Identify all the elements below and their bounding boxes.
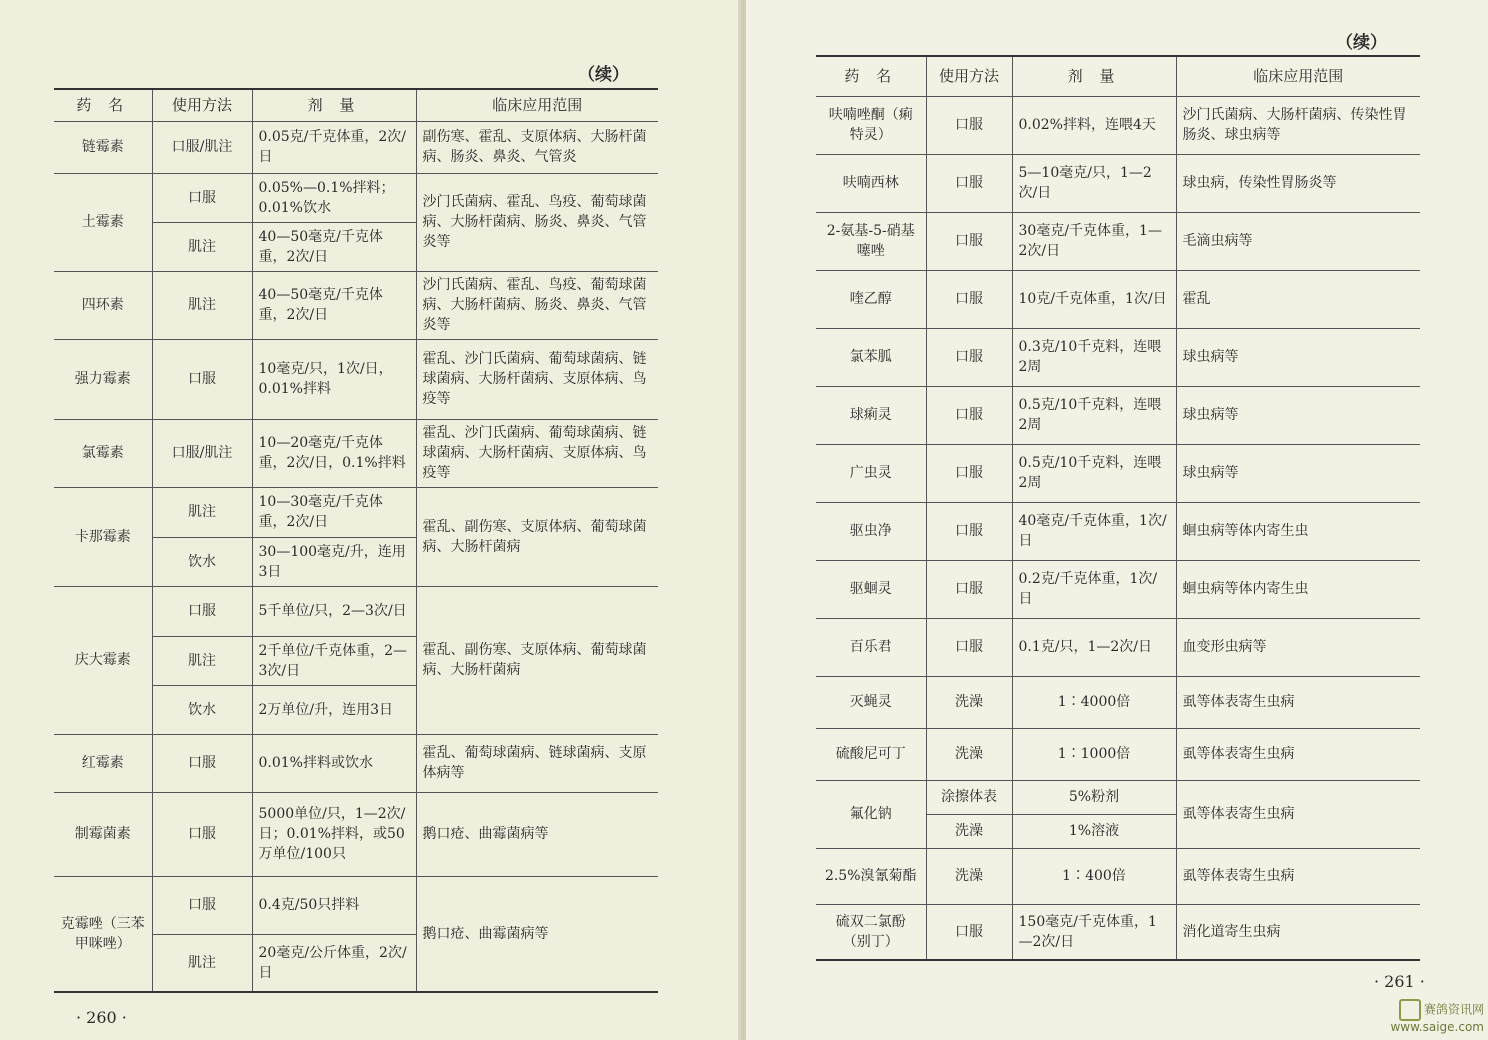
drug-table-right bbox=[816, 55, 1420, 961]
left-page bbox=[0, 0, 742, 1040]
dose: 150毫克/千克体重，1—2次/日 bbox=[1012, 904, 1176, 960]
scope: 球虫病，传染性胃肠炎等 bbox=[1176, 154, 1420, 212]
scope: 鹅口疮、曲霉菌病等 bbox=[416, 876, 658, 992]
table-row bbox=[816, 780, 1420, 814]
dose: 0.02%拌料，连喂4天 bbox=[1012, 96, 1176, 154]
scope: 霍乱、沙门氏菌病、葡萄球菌病、链球菌病、大肠杆菌病、支原体病、鸟疫等 bbox=[416, 339, 658, 419]
method: 口服 bbox=[926, 386, 1012, 444]
watermark bbox=[1390, 999, 1484, 1034]
scope: 副伤寒、霍乱、支原体病、大肠杆菌病、肠炎、鼻炎、气管炎 bbox=[416, 121, 658, 173]
header-drug-name: 药 名 bbox=[54, 89, 152, 121]
table-row bbox=[816, 502, 1420, 560]
method: 饮水 bbox=[152, 685, 252, 734]
scope: 沙门氏菌病、大肠杆菌病、传染性胃肠炎、球虫病等 bbox=[1176, 96, 1420, 154]
method: 口服 bbox=[926, 270, 1012, 328]
dose: 0.05%—0.1%拌料；0.01%饮水 bbox=[252, 173, 416, 222]
method: 口服 bbox=[152, 876, 252, 934]
drug-name: 球痢灵 bbox=[816, 386, 926, 444]
scope: 球虫病等 bbox=[1176, 386, 1420, 444]
dose: 0.4克/50只拌料 bbox=[252, 876, 416, 934]
drug-name: 灭蝇灵 bbox=[816, 676, 926, 728]
drug-name: 百乐君 bbox=[816, 618, 926, 676]
page-number: · 261 · bbox=[1374, 972, 1425, 991]
drug-name: 硫双二氯酚（别丁） bbox=[816, 904, 926, 960]
dose: 30毫克/千克体重，1—2次/日 bbox=[1012, 212, 1176, 270]
drug-name: 呋喃唑酮（痢特灵） bbox=[816, 96, 926, 154]
drug-name: 喹乙醇 bbox=[816, 270, 926, 328]
method: 口服 bbox=[152, 339, 252, 419]
drug-name: 驱虫净 bbox=[816, 502, 926, 560]
dose: 0.3克/10千克料，连喂2周 bbox=[1012, 328, 1176, 386]
header-scope: 临床应用范围 bbox=[1176, 56, 1420, 96]
dose: 40毫克/千克体重，1次/日 bbox=[1012, 502, 1176, 560]
table-row bbox=[816, 270, 1420, 328]
drug-name: 2-氨基-5-硝基噻唑 bbox=[816, 212, 926, 270]
drug-name: 制霉菌素 bbox=[54, 792, 152, 876]
dose: 1∶1000倍 bbox=[1012, 728, 1176, 780]
table-row bbox=[54, 586, 658, 636]
drug-name: 强力霉素 bbox=[54, 339, 152, 419]
table-row bbox=[816, 904, 1420, 960]
page-number: · 260 · bbox=[76, 1008, 127, 1027]
scope: 蛔虫病等体内寄生虫 bbox=[1176, 502, 1420, 560]
table-row bbox=[54, 173, 658, 222]
method: 口服 bbox=[152, 173, 252, 222]
watermark-logo-icon bbox=[1399, 999, 1421, 1021]
dose: 2千单位/千克体重，2—3次/日 bbox=[252, 636, 416, 685]
header-drug-name: 药 名 bbox=[816, 56, 926, 96]
table-row bbox=[54, 271, 658, 339]
drug-name: 氟化钠 bbox=[816, 780, 926, 848]
table-row bbox=[816, 676, 1420, 728]
continued-label: （续） bbox=[1336, 33, 1387, 53]
table-row bbox=[816, 444, 1420, 502]
drug-name: 庆大霉素 bbox=[54, 586, 152, 734]
method: 口服 bbox=[926, 96, 1012, 154]
method: 洗澡 bbox=[926, 728, 1012, 780]
method: 肌注 bbox=[152, 222, 252, 271]
drug-name: 土霉素 bbox=[54, 173, 152, 271]
scope: 沙门氏菌病、霍乱、鸟疫、葡萄球菌病、大肠杆菌病、肠炎、鼻炎、气管炎等 bbox=[416, 173, 658, 271]
scope: 霍乱、副伤寒、支原体病、葡萄球菌病、大肠杆菌病 bbox=[416, 586, 658, 734]
table-row bbox=[816, 212, 1420, 270]
dose: 0.01%拌料或饮水 bbox=[252, 734, 416, 792]
scope: 蛔虫病等体内寄生虫 bbox=[1176, 560, 1420, 618]
drug-name: 氯苯胍 bbox=[816, 328, 926, 386]
dose: 1∶400倍 bbox=[1012, 848, 1176, 904]
drug-name: 四环素 bbox=[54, 271, 152, 339]
scope: 球虫病等 bbox=[1176, 328, 1420, 386]
method: 口服 bbox=[926, 154, 1012, 212]
scope: 霍乱、葡萄球菌病、链球菌病、支原体病等 bbox=[416, 734, 658, 792]
dose: 0.05克/千克体重，2次/日 bbox=[252, 121, 416, 173]
dose: 0.5克/10千克料，连喂2周 bbox=[1012, 444, 1176, 502]
header-method: 使用方法 bbox=[926, 56, 1012, 96]
scope: 虱等体表寄生虫病 bbox=[1176, 848, 1420, 904]
drug-name: 广虫灵 bbox=[816, 444, 926, 502]
method: 肌注 bbox=[152, 487, 252, 537]
method: 口服 bbox=[926, 212, 1012, 270]
method: 肌注 bbox=[152, 271, 252, 339]
method: 口服/肌注 bbox=[152, 121, 252, 173]
table-row bbox=[54, 734, 658, 792]
method: 饮水 bbox=[152, 537, 252, 586]
table-row bbox=[816, 386, 1420, 444]
dose: 1%溶液 bbox=[1012, 814, 1176, 848]
drug-name: 呋喃西林 bbox=[816, 154, 926, 212]
dose: 10—20毫克/千克体重，2次/日，0.1%拌料 bbox=[252, 419, 416, 487]
dose: 2万单位/升，连用3日 bbox=[252, 685, 416, 734]
dose: 1∶4000倍 bbox=[1012, 676, 1176, 728]
dose: 20毫克/公斤体重，2次/日 bbox=[252, 934, 416, 992]
method: 口服 bbox=[926, 618, 1012, 676]
table-row bbox=[54, 121, 658, 173]
dose: 40—50毫克/千克体重，2次/日 bbox=[252, 222, 416, 271]
dose: 5%粉剂 bbox=[1012, 780, 1176, 814]
scope: 虱等体表寄生虫病 bbox=[1176, 728, 1420, 780]
watermark-name: 赛鸽资讯网 bbox=[1423, 1002, 1484, 1017]
method: 肌注 bbox=[152, 636, 252, 685]
table-row bbox=[54, 487, 658, 537]
drug-name: 硫酸尼可丁 bbox=[816, 728, 926, 780]
dose: 30—100毫克/升，连用3日 bbox=[252, 537, 416, 586]
drug-name: 2.5%溴氰菊酯 bbox=[816, 848, 926, 904]
method: 涂擦体表 bbox=[926, 780, 1012, 814]
method: 口服 bbox=[926, 560, 1012, 618]
method: 口服 bbox=[926, 502, 1012, 560]
method: 肌注 bbox=[152, 934, 252, 992]
dose: 5—10毫克/只，1—2次/日 bbox=[1012, 154, 1176, 212]
drug-name: 克霉唑（三苯甲咪唑） bbox=[54, 876, 152, 992]
watermark-url: www.saige.com bbox=[1390, 1020, 1484, 1034]
table-row bbox=[816, 328, 1420, 386]
scope: 球虫病等 bbox=[1176, 444, 1420, 502]
dose: 40—50毫克/千克体重，2次/日 bbox=[252, 271, 416, 339]
table-row bbox=[816, 560, 1420, 618]
method: 洗澡 bbox=[926, 676, 1012, 728]
scope: 霍乱 bbox=[1176, 270, 1420, 328]
table-row bbox=[816, 96, 1420, 154]
method: 口服 bbox=[152, 734, 252, 792]
continued-label: （续） bbox=[578, 65, 629, 85]
method: 口服 bbox=[926, 904, 1012, 960]
header-dose: 剂 量 bbox=[252, 89, 416, 121]
table-row bbox=[54, 876, 658, 934]
method: 洗澡 bbox=[926, 848, 1012, 904]
drug-name: 红霉素 bbox=[54, 734, 152, 792]
dose: 10—30毫克/千克体重，2次/日 bbox=[252, 487, 416, 537]
scope: 虱等体表寄生虫病 bbox=[1176, 676, 1420, 728]
table-row bbox=[816, 154, 1420, 212]
method: 口服 bbox=[926, 328, 1012, 386]
table-row bbox=[816, 618, 1420, 676]
table-row bbox=[54, 339, 658, 419]
drug-name: 链霉素 bbox=[54, 121, 152, 173]
dose: 5000单位/只，1—2次/日；0.01%拌料，或50万单位/100只 bbox=[252, 792, 416, 876]
scope: 鹅口疮、曲霉菌病等 bbox=[416, 792, 658, 876]
dose: 10毫克/只，1次/日，0.01%拌料 bbox=[252, 339, 416, 419]
method: 洗澡 bbox=[926, 814, 1012, 848]
method: 口服/肌注 bbox=[152, 419, 252, 487]
method: 口服 bbox=[152, 792, 252, 876]
scope: 消化道寄生虫病 bbox=[1176, 904, 1420, 960]
drug-name: 驱蛔灵 bbox=[816, 560, 926, 618]
drug-table-left bbox=[54, 88, 658, 993]
dose: 10克/千克体重，1次/日 bbox=[1012, 270, 1176, 328]
method: 口服 bbox=[926, 444, 1012, 502]
scope: 虱等体表寄生虫病 bbox=[1176, 780, 1420, 848]
dose: 5千单位/只，2—3次/日 bbox=[252, 586, 416, 636]
table-row bbox=[54, 792, 658, 876]
table-row bbox=[54, 419, 658, 487]
table-row bbox=[816, 728, 1420, 780]
header-method: 使用方法 bbox=[152, 89, 252, 121]
header-scope: 临床应用范围 bbox=[416, 89, 658, 121]
drug-name: 卡那霉素 bbox=[54, 487, 152, 586]
method: 口服 bbox=[152, 586, 252, 636]
scope: 霍乱、副伤寒、支原体病、葡萄球菌病、大肠杆菌病 bbox=[416, 487, 658, 586]
table-row bbox=[816, 848, 1420, 904]
scope: 沙门氏菌病、霍乱、鸟疫、葡萄球菌病、大肠杆菌病、肠炎、鼻炎、气管炎等 bbox=[416, 271, 658, 339]
dose: 0.1克/只，1—2次/日 bbox=[1012, 618, 1176, 676]
dose: 0.5克/10千克料，连喂2周 bbox=[1012, 386, 1176, 444]
scope: 霍乱、沙门氏菌病、葡萄球菌病、链球菌病、大肠杆菌病、支原体病、鸟疫等 bbox=[416, 419, 658, 487]
dose: 0.2克/千克体重，1次/日 bbox=[1012, 560, 1176, 618]
scope: 血变形虫病等 bbox=[1176, 618, 1420, 676]
drug-name: 氯霉素 bbox=[54, 419, 152, 487]
header-dose: 剂 量 bbox=[1012, 56, 1176, 96]
scope: 毛滴虫病等 bbox=[1176, 212, 1420, 270]
